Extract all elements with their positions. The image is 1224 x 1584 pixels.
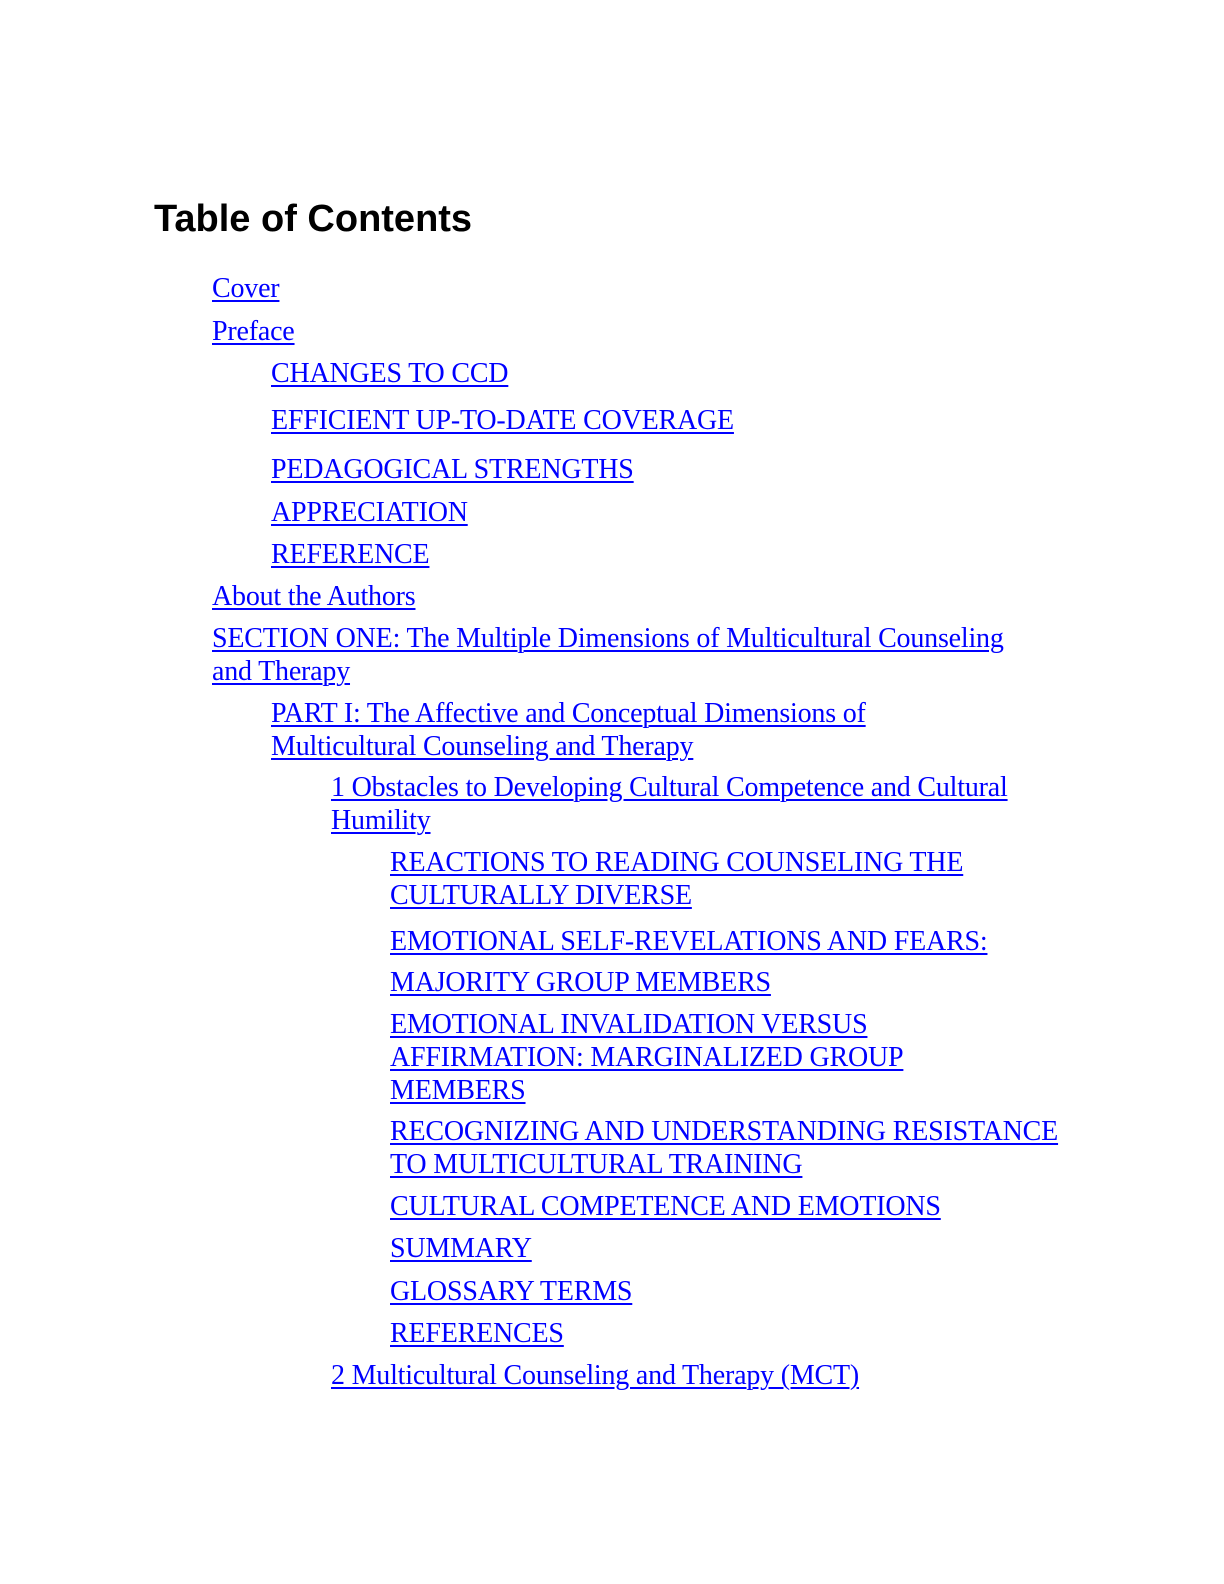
toc-link-pedagogical-strengths[interactable]: PEDAGOGICAL STRENGTHS	[271, 454, 634, 485]
toc-link-reactions-to-reading[interactable]: REACTIONS TO READING COUNSELING THE CULTURALLY DIVERSE	[390, 847, 964, 911]
toc-link-part-one[interactable]: PART I: The Affective and Conceptual Dimensions of Multicultural Counseling and Therapy	[271, 698, 866, 762]
toc-link-emotional-invalidation[interactable]: EMOTIONAL INVALIDATION VERSUS AFFIRMATION: MARGINALIZED GROUP MEMBERS	[390, 1009, 904, 1106]
toc-link-section-one[interactable]: SECTION ONE: The Multiple Dimensions of Multicultural Counseling and Therapy	[212, 623, 1004, 687]
toc-link-references[interactable]: REFERENCES	[390, 1318, 564, 1349]
toc-link-chapter-2[interactable]: 2 Multicultural Counseling and Therapy (MCT)	[331, 1360, 860, 1391]
toc-link-preface[interactable]: Preface	[212, 316, 295, 347]
toc-link-recognizing-resistance[interactable]: RECOGNIZING AND UNDERSTANDING RESISTANCE TO MULTICULTURAL TRAINING	[390, 1116, 1059, 1180]
toc-link-about-the-authors[interactable]: About the Authors	[212, 581, 416, 612]
toc-link-chapter-1[interactable]: 1 Obstacles to Developing Cultural Competence and Cultural Humility	[331, 772, 1008, 836]
toc-link-summary[interactable]: SUMMARY	[390, 1233, 532, 1264]
toc-link-changes-to-ccd[interactable]: CHANGES TO CCD	[271, 358, 509, 389]
toc-link-efficient-coverage[interactable]: EFFICIENT UP-TO-DATE COVERAGE	[271, 405, 734, 436]
toc-link-emotional-self-revelations[interactable]: EMOTIONAL SELF-REVELATIONS AND FEARS:	[390, 926, 988, 957]
toc-link-reference[interactable]: REFERENCE	[271, 539, 430, 570]
toc-link-appreciation[interactable]: APPRECIATION	[271, 497, 468, 528]
toc-link-majority-group-members[interactable]: MAJORITY GROUP MEMBERS	[390, 967, 771, 998]
toc-link-cultural-competence-emotions[interactable]: CULTURAL COMPETENCE AND EMOTIONS	[390, 1191, 941, 1222]
toc-link-cover[interactable]: Cover	[212, 273, 280, 304]
toc-title: Table of Contents	[154, 198, 473, 240]
toc-link-glossary-terms[interactable]: GLOSSARY TERMS	[390, 1276, 633, 1307]
